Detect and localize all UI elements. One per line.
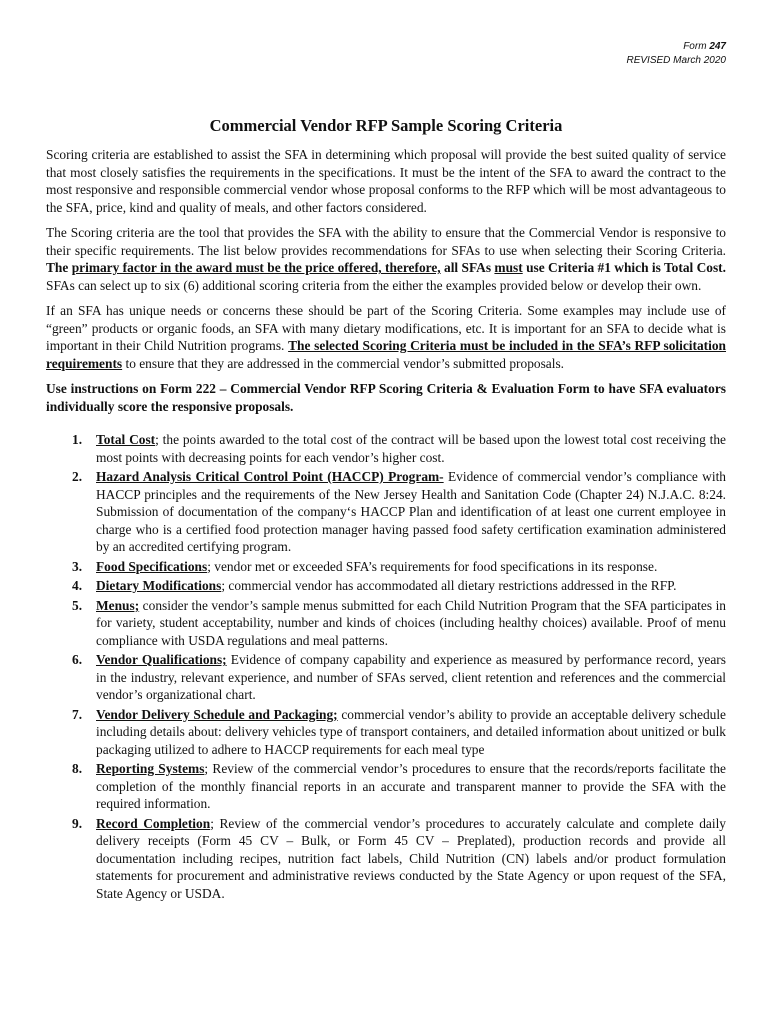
criteria-description: ; commercial vendor has accommodated all dietary restrictions addressed in the RFP.: [221, 578, 677, 593]
intro-paragraph: Scoring criteria are established to assist the SFA in determining which proposal will provide the best suited quality of service that most closely satisfies the requirements in the specifications. It must be the intent of the SFA to award the contract to the most responsive and responsible commercial vendor whose proposal conforms to the RFP which will be most advantageous to the SFA, price, kind and quality of meals, and other factors considered.: [46, 147, 726, 215]
criteria-title: Reporting Systems: [96, 761, 205, 776]
form-number: 247: [709, 41, 726, 52]
form-label: Form: [683, 41, 710, 52]
criteria-title: Food Specifications: [96, 558, 208, 574]
unique-needs-paragraph: [46, 302, 726, 372]
criteria-item: [46, 760, 726, 813]
criteria-title: Record Completion: [96, 815, 211, 831]
form-header: [46, 40, 726, 68]
criteria-item: [46, 651, 726, 704]
para2-bold-3: use Criteria #1 which is Total Cost.: [522, 260, 726, 275]
criteria-number: 3.: [72, 558, 83, 574]
criteria-title: Hazard Analysis Critical Control Point (HACCP) Program-: [96, 469, 444, 484]
para2-bold-2: all SFAs: [440, 260, 495, 275]
document-page: [46, 40, 726, 902]
criteria-item: [46, 706, 726, 759]
para2-bold-1: The: [46, 260, 72, 275]
form-number-line: [46, 40, 726, 54]
para2-text-2: SFAs can select up to six (6) additional scoring criteria from the either the examples provided below or develop their own.: [46, 277, 702, 293]
criteria-description: ; Review of the commercial vendor’s procedures to accurately calculate and complete daily delivery receipts (Form 45 CV – Bulk, or Form 45 CV – Preplated), production records and provide all documentation including recipes, nutrition fact labels, Child Nutrition (CN) labels and/or product formulation statements for procurement and administrative reviews conducted by the State Agency or upon request of the SFA, State Agency or USDA.: [96, 815, 727, 901]
criteria-description: Evidence of commercial vendor’s compliance with HACCP principles and the requirements of the New Jersey Health and Sanitation Code (Chapter 24) N.J.A.C. 8:24. Submission of documentation of the company‘s HACCP Plan and identification of at least one current employee in charge who is a certified food protection manager having passed food safety certification examination administered by an accredited certifying program.: [96, 469, 726, 554]
criteria-number: 8.: [72, 761, 83, 776]
criteria-item: [46, 468, 726, 556]
selected-criteria-emphasis: The selected Scoring Criteria must be included in the SFA’s RFP solicitation requirements: [46, 338, 727, 371]
criteria-title: Dietary Modifications: [96, 578, 222, 593]
criteria-number: 9.: [72, 815, 83, 831]
criteria-title: Vendor Delivery Schedule and Packaging;: [96, 706, 338, 722]
criteria-number: 7.: [72, 706, 83, 722]
criteria-title: Total Cost: [96, 432, 156, 447]
instructions-paragraph: Use instructions on Form 222 – Commercial Vendor RFP Scoring Criteria & Evaluation Form to have SFA evaluators individually score the responsive proposals.: [46, 381, 726, 414]
criteria-title: Menus;: [96, 597, 140, 613]
criteria-number: 6.: [72, 652, 83, 667]
criteria-description: ; Review of the commercial vendor’s procedures to ensure that the records/reports facilitate the completion of the monthly financial reports in an accurate and transparent manner to provide the SFA with the required information.: [96, 761, 726, 811]
para3-text-1: If an SFA has unique needs or concerns these should be part of the Scoring Criteria. Some examples may include use of “green” products or organic foods, an SFA with many dietary modifications, etc. It is important for an SFA to decide what is important in their Child Nutrition programs.: [46, 303, 726, 353]
criteria-number: 5.: [72, 597, 83, 613]
document-title: Commercial Vendor RFP Sample Scoring Criteria: [209, 116, 563, 135]
criteria-list: [46, 431, 726, 902]
criteria-item: [46, 577, 726, 595]
criteria-description: Evidence of company capability and experience as measured by performance record, years in the industry, relevant experience, and number of SFAs served, client retention and references and the commercial vendor’s organizational chart.: [96, 652, 726, 702]
criteria-item: [46, 815, 726, 903]
criteria-item: [46, 597, 726, 650]
criteria-description: consider the vendor’s sample menus submitted for each Child Nutrition Program that the SFA participates in for variety, student acceptability, number and kinds of choices (including healthy choices) available. Proof of menu compliance with USDA regulations and meal patterns.: [96, 597, 726, 648]
criteria-item: [46, 558, 726, 576]
criteria-description: ; the points awarded to the total cost of the contract will be based upon the lowest total cost receiving the most points with decreasing points for each vendor’s higher cost.: [96, 432, 726, 465]
criteria-number: 4.: [72, 578, 83, 593]
criteria-description: ; vendor met or exceeded SFA’s requirements for food specifications in its response.: [207, 558, 658, 574]
para2-text-1: The Scoring criteria are the tool that provides the SFA with the ability to ensure that the Commercial Vendor is responsive to their specific requirements. The list below provides recommendations for SFAs to use when selecting their Scoring Criteria.: [46, 225, 726, 258]
para3-text-2: to ensure that they are addressed in the commercial vendor’s submitted proposals.: [122, 355, 565, 371]
revised-date: REVISED March 2020: [626, 55, 726, 66]
must-emphasis: must: [494, 260, 523, 275]
criteria-number: 1.: [72, 432, 83, 447]
criteria-number: 2.: [72, 469, 83, 484]
criteria-title: Vendor Qualifications;: [96, 652, 227, 667]
criteria-item: [46, 431, 726, 466]
scoring-criteria-paragraph: [46, 224, 726, 294]
primary-factor-emphasis: primary factor in the award must be the price offered, therefore,: [71, 260, 441, 275]
criteria-description: commercial vendor’s ability to provide an acceptable delivery schedule including details about: delivery vehicles type of transport containers, and detailed information about unitized or bulk packaging utilized to adhere to HACCP requirements for each meal type: [96, 706, 727, 757]
